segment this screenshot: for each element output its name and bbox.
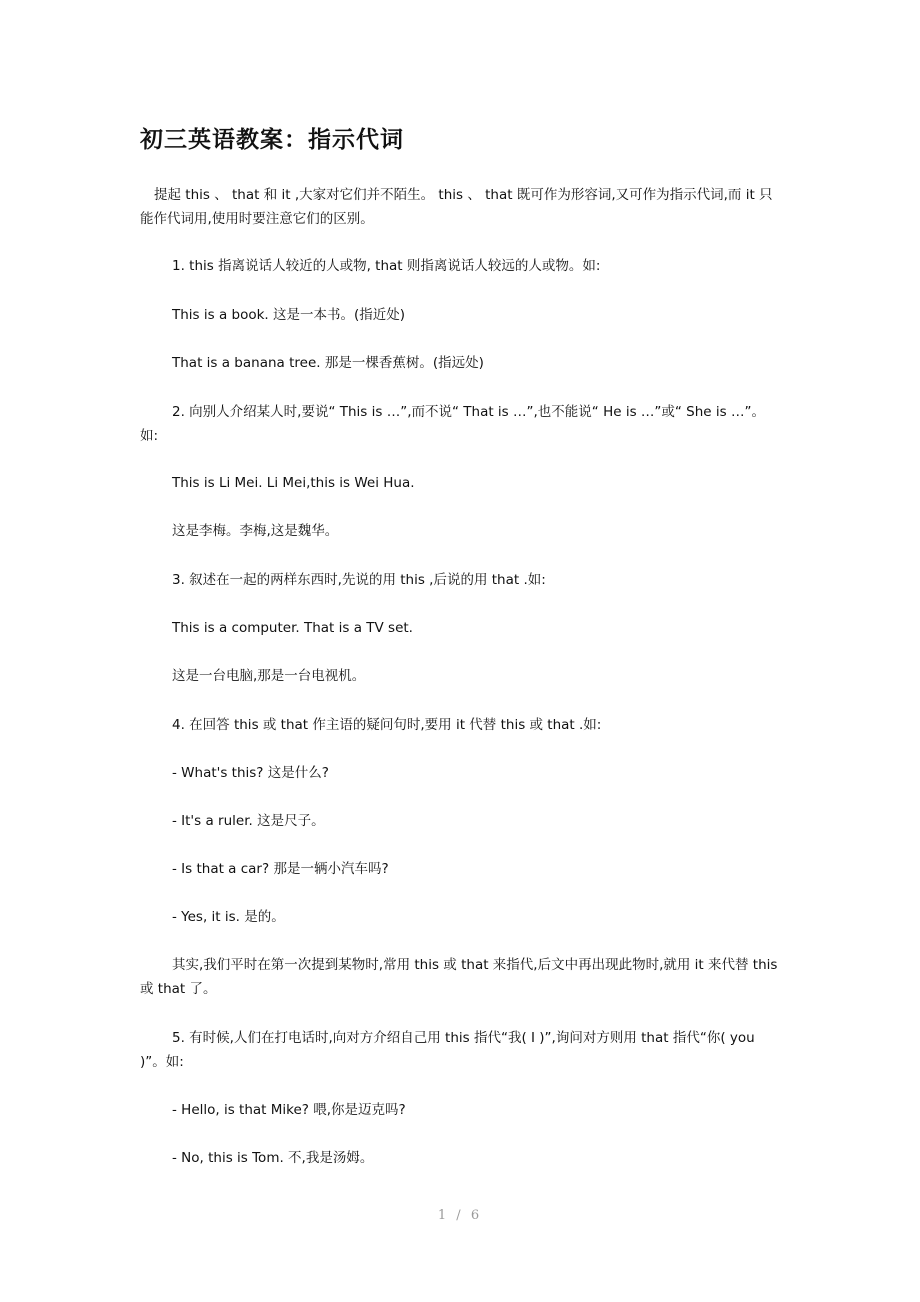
rule-3: 3. 叙述在一起的两样东西时,先说的用 this ,后说的用 that .如: [172, 572, 546, 588]
rule-5-example-1: - Hello, is that Mike? 喂,你是迈克吗? [172, 1102, 406, 1118]
intro-paragraph: 提起 this 、 that 和 it ,大家对它们并不陌生。 this 、 that 既可作为形容词,又可作为指示代词,而 it 只能作代词用,使用时要注意它们的区别。 [140, 187, 773, 227]
rule-2: 2. 向别人介绍某人时,要说“ This is …”,而不说“ That is …”,也不能说“ He is …”或“ She is …”。如: [140, 404, 765, 444]
rule-4-example-4: - Yes, it is. 是的。 [172, 909, 285, 925]
document-title: 初三英语教案：指示代词 [140, 126, 404, 153]
rule-4-example-3: - Is that a car? 那是一辆小汽车吗? [172, 861, 389, 877]
rule-1: 1. this 指离说话人较近的人或物, that 则指离说话人较远的人或物。如: [172, 258, 601, 274]
page-indicator: 1 / 6 [437, 1208, 483, 1223]
rule-4-note: 其实,我们平时在第一次提到某物时,常用 this 或 that 来指代,后文中再出现此物时,就用 it 来代替 this 或 that 了。 [140, 957, 778, 997]
rule-1-example-1: This is a book. 这是一本书。(指近处) [172, 307, 406, 323]
rule-2-example-2: 这是李梅。李梅,这是魏华。 [172, 523, 339, 539]
rule-4-example-1: - What's this? 这是什么? [172, 765, 329, 781]
rule-5-example-2: - No, this is Tom. 不,我是汤姆。 [172, 1150, 374, 1166]
rule-5: 5. 有时候,人们在打电话时,向对方介绍自己用 this 指代“我( I )”,询问对方则用 that 指代“你( you )”。如: [140, 1030, 755, 1070]
rule-4-example-2: - It's a ruler. 这是尺子。 [172, 813, 325, 829]
rule-3-example-2: 这是一台电脑,那是一台电视机。 [172, 668, 366, 684]
rule-3-example-1: This is a computer. That is a TV set. [172, 620, 413, 636]
rule-4: 4. 在回答 this 或 that 作主语的疑问句时,要用 it 代替 this 或 that .如: [172, 717, 602, 733]
rule-2-example-1: This is Li Mei. Li Mei,this is Wei Hua. [172, 475, 415, 491]
rule-1-example-2: That is a banana tree. 那是一棵香蕉树。(指远处) [172, 355, 484, 371]
